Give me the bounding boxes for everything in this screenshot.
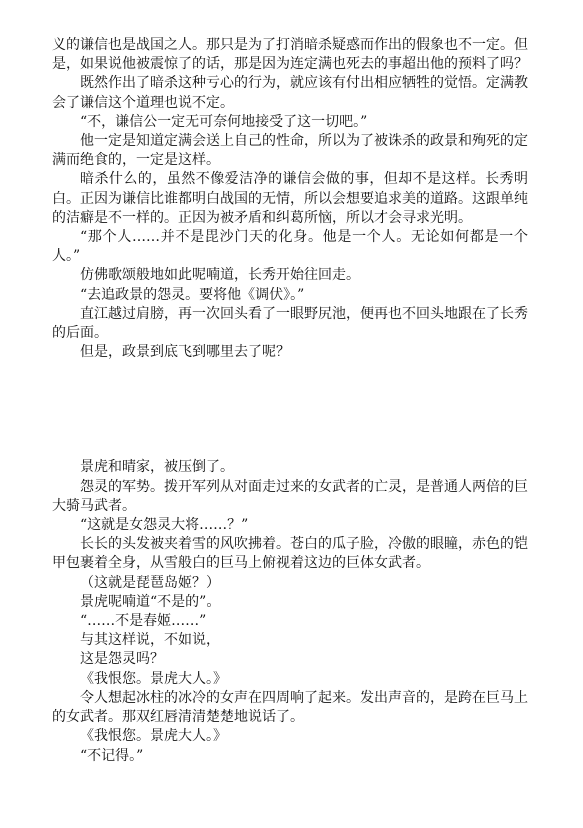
- paragraph: 令人想起冰柱的冰冷的女声在四周响了起来。发出声音的，是跨在巨马上的女武者。那双红唇清清楚楚地说话了。: [52, 689, 528, 726]
- paragraph: 直江越过肩膀，再一次回头看了一眼野尻池，便再也不回头地跟在了长秀的后面。: [52, 305, 528, 342]
- document-page: [52, 36, 528, 766]
- paragraph: 他一定是知道定满会送上自己的性命，所以为了被诛杀的政景和殉死的定满而绝食的，一定是这样。: [52, 133, 528, 169]
- paragraph: “……不是春姬……”: [80, 613, 207, 630]
- paragraph: “不记得。”: [80, 747, 144, 764]
- paragraph: 长长的头发被夹着雪的风吹拂着。苍白的瓜子脸，冷傲的眼瞳，赤色的铠甲包裹着全身，从雪般白的巨马上俯视着这边的巨体女武者。: [52, 536, 528, 572]
- paragraph: 既然作出了暗杀这种亏心的行为，就应该有付出相应牺牲的觉悟。定满教会了谦信这个道理也说不定。: [52, 75, 528, 111]
- paragraph: 但是，政景到底飞到哪里去了呢？: [80, 344, 290, 361]
- paragraph: “那个人……并不是毘沙门天的化身。他是一个人。无论如何都是一个人。”: [52, 229, 528, 265]
- paragraph: 景虎和晴家，被压倒了。: [80, 459, 234, 476]
- section-two: [52, 458, 528, 765]
- paragraph: 《我恨您。景虎大人。》: [80, 670, 227, 687]
- paragraph: “这就是女怨灵大将……？”: [80, 517, 249, 534]
- paragraph: 暗杀什么的，虽然不像爱洁净的谦信会做的事，但却不是这样。长秀明白。正因为谦信比谁都明白战国的无情，所以会想要追求美的道路。这跟单纯的洁癖是不一样的。正因为被矛盾和纠葛所恼，所以才会寻求光明。: [52, 171, 528, 226]
- paragraph: “去追政景的怨灵。要将他《调伏》。”: [80, 286, 305, 303]
- paragraph: 怨灵的军势。拨开军列从对面走过来的女武者的亡灵，是普通人两倍的巨大骑马武者。: [52, 478, 528, 514]
- paragraph: 义的谦信也是战国之人。那只是为了打消暗杀疑惑而作出的假象也不一定。但是，如果说他被震惊了的话，那是因为连定满也死去的事超出他的预料了吗？: [52, 37, 528, 73]
- paragraph: 仿佛歌颂般地如此呢喃道，长秀开始往回走。: [80, 267, 360, 284]
- paragraph: 这是怨灵吗？: [80, 651, 164, 668]
- section-one: [52, 36, 528, 362]
- paragraph: 景虎呢喃道“不是的”。: [80, 593, 221, 610]
- paragraph: 《我恨您。景虎大人。》: [80, 728, 227, 745]
- paragraph: （这就是琵琶岛姬？）: [80, 574, 220, 591]
- paragraph: “不，谦信公一定无可奈何地接受了这一切吧。”: [80, 113, 368, 130]
- section-break: [52, 362, 528, 458]
- paragraph: 与其这样说，不如说，: [80, 632, 220, 649]
